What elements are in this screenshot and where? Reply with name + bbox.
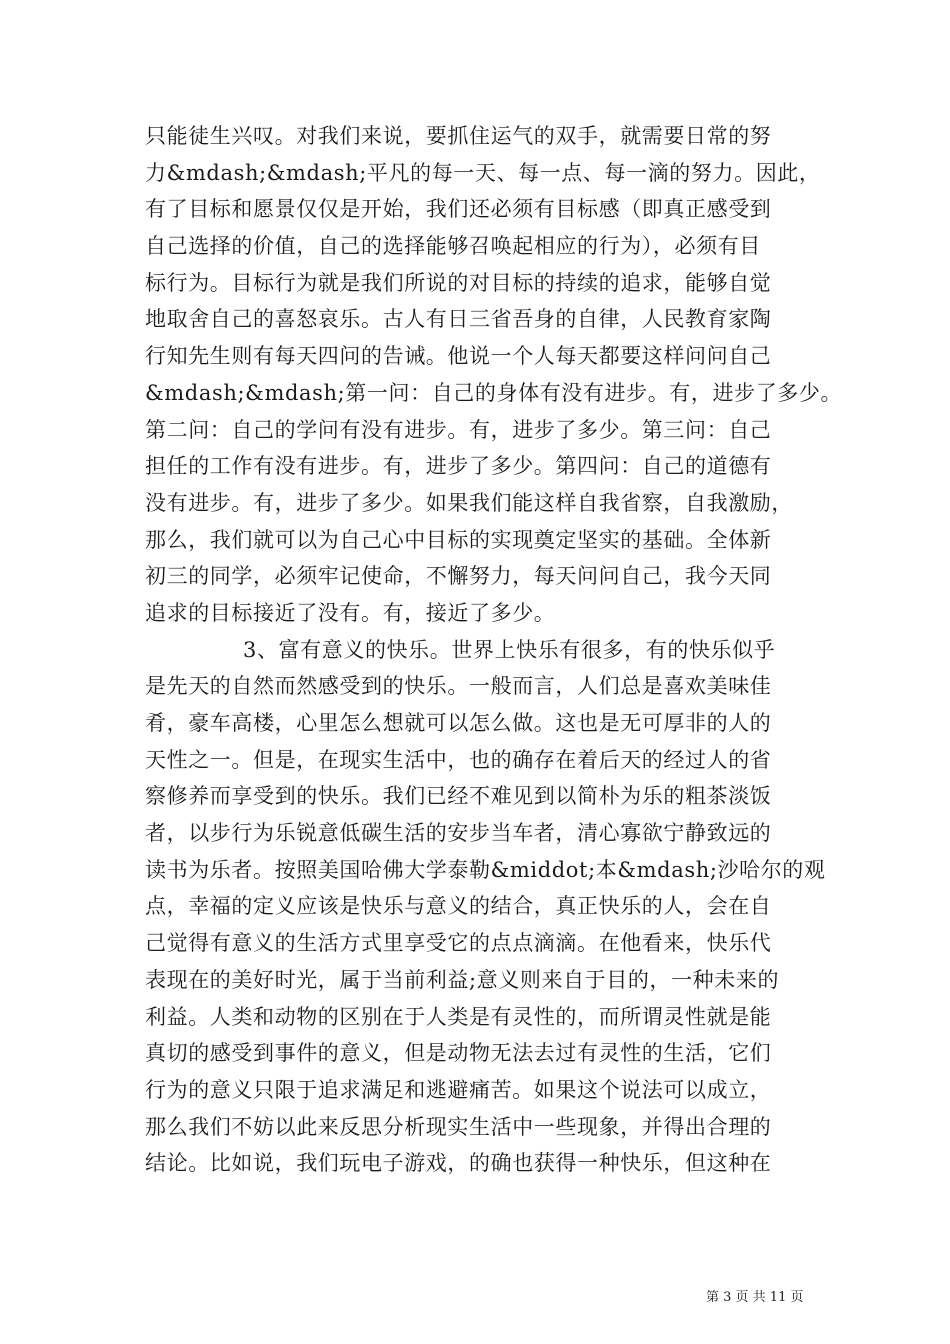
text-line: 地取舍自己的喜怒哀乐。古人有日三省吾身的自律，人民教育家陶 — [145, 307, 772, 332]
text-line: 第二问：自己的学问有没有进步。有，进步了多少。第三问：自己 — [145, 417, 772, 442]
text-line: 读书为乐者。按照美国哈佛大学泰勒&middot;本&mdash;沙哈尔的观 — [145, 857, 826, 882]
text-line: 表现在的美好时光，属于当前利益;意义则来自于目的，一种未来的 — [145, 967, 780, 992]
text-line: 只能徒生兴叹。对我们来说，要抓住运气的双手，就需要日常的努 — [145, 124, 772, 148]
text-line: 是先天的自然而然感受到的快乐。一般而言，人们总是喜欢美味佳 — [145, 674, 772, 699]
text-line: 追求的目标接近了没有。有，接近了多少。 — [145, 600, 556, 625]
text-line: 行知先生则有每天四问的告诫。他说一个人每天都要这样问问自己 — [145, 344, 772, 369]
text-line: 利益。人类和动物的区别在于人类是有灵性的，而所谓灵性就是能 — [145, 1004, 772, 1029]
text-line: 标行为。目标行为就是我们所说的对目标的持续的追求，能够自觉 — [145, 270, 772, 295]
body-text — [145, 118, 843, 1182]
text-line: 初三的同学，必须牢记使命，不懈努力，每天问问自己，我今天同 — [145, 564, 772, 589]
text-line: 察修养而享受到的快乐。我们已经不难见到以简朴为乐的粗茶淡饭 — [145, 784, 772, 809]
page-number-footer: 第 3 页 共 11 页 — [706, 1290, 804, 1305]
text-line: 结论。比如说，我们玩电子游戏，的确也获得一种快乐，但这种在 — [145, 1151, 772, 1176]
text-line: &mdash;&mdash;第一问：自己的身体有没有进步。有，进步了多少。 — [145, 380, 843, 405]
text-line: 天性之一。但是，在现实生活中，也的确存在着后天的经过人的省 — [145, 747, 772, 772]
text-line: 没有进步。有，进步了多少。如果我们能这样自我省察，自我激励， — [145, 490, 793, 515]
text-line: 有了目标和愿景仅仅是开始，我们还必须有目标感（即真正感受到 — [145, 197, 772, 222]
text-line: 行为的意义只限于追求满足和逃避痛苦。如果这个说法可以成立， — [145, 1077, 772, 1102]
text-line: 那么，我们就可以为自己心中目标的实现奠定坚实的基础。全体新 — [145, 527, 772, 552]
text-line: 点，幸福的定义应该是快乐与意义的结合，真正快乐的人，会在自 — [145, 894, 772, 919]
section-heading-line: 3、富有意义的快乐。世界上快乐有很多，有的快乐似乎 — [243, 637, 776, 662]
text-line: 真切的感受到事件的意义，但是动物无法去过有灵性的生活，它们 — [145, 1041, 772, 1066]
text-line: 担任的工作有没有进步。有，进步了多少。第四问：自己的道德有 — [145, 454, 772, 479]
text-line: 那么我们不妨以此来反思分析现实生活中一些现象，并得出合理的 — [145, 1114, 772, 1139]
text-line: 己觉得有意义的生活方式里享受它的点点滴滴。在他看来，快乐代 — [145, 931, 772, 956]
text-line: 自己选择的价值，自己的选择能够召唤起相应的行为），必须有目 — [145, 234, 761, 259]
text-line: 肴，豪车高楼，心里怎么想就可以怎么做。这也是无可厚非的人的 — [145, 711, 772, 735]
text-line: 者，以步行为乐锐意低碳生活的安步当车者，清心寡欲宁静致远的 — [145, 821, 772, 846]
text-line: 力&mdash;&mdash;平凡的每一天、每一点、每一滴的努力。因此， — [145, 160, 821, 185]
